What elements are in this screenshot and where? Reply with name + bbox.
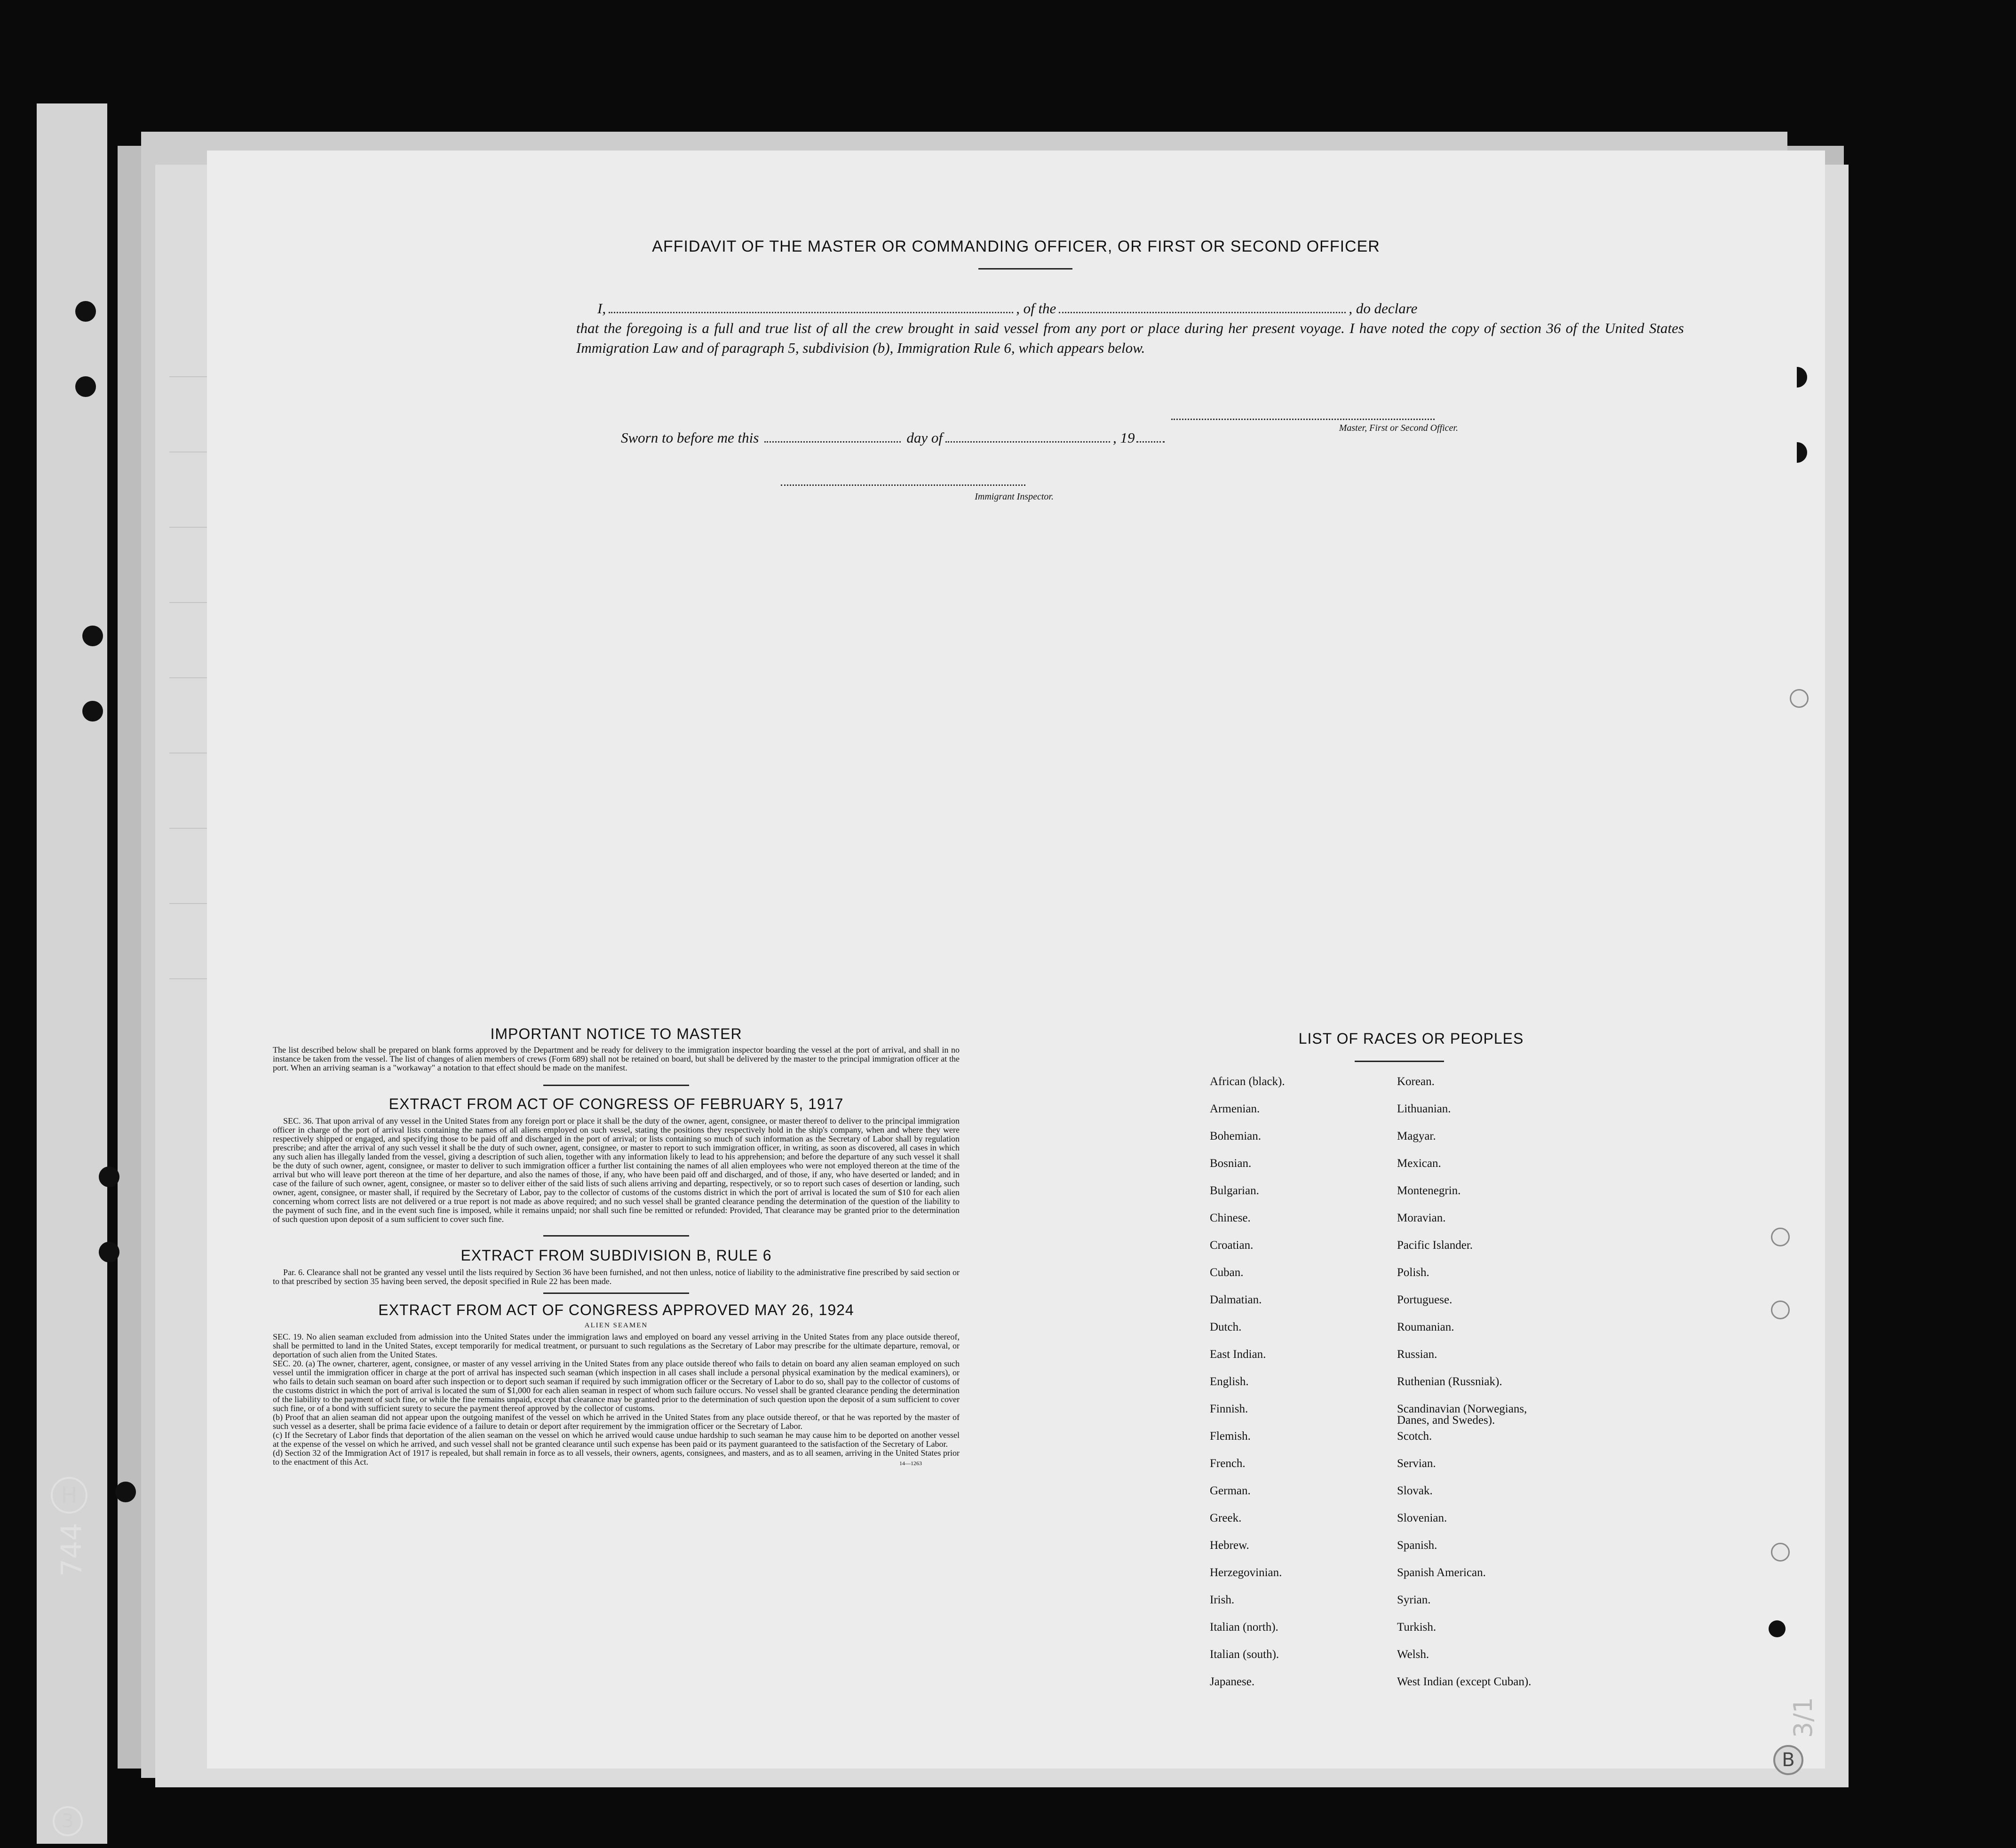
race-entry: Hebrew. <box>1210 1539 1249 1552</box>
affidavit-title: AFFIDAVIT OF THE MASTER OR COMMANDING OFFICER, OR FIRST OR SECOND OFFICER <box>652 238 1380 255</box>
race-entry: Portuguese. <box>1397 1293 1452 1306</box>
race-entry: Chinese. <box>1210 1212 1251 1224</box>
race-entry: Turkish. <box>1397 1621 1437 1634</box>
punch-hole <box>115 1482 136 1502</box>
affidavit-of-the: , of the <box>1016 300 1056 317</box>
affidavit-statement: that the foregoing is a full and true list of all the crew brought in said vessel from any port or place during her present voyage. I have noted the copy of section 36 of the United States Immigration Law and of paragraph 5, subdivision (b), Immigration Rule 6, which appears below. <box>576 320 1684 356</box>
day-of-label: day of <box>906 429 943 446</box>
race-entry: Lithuanian. <box>1397 1102 1451 1115</box>
section-divider <box>543 1293 689 1294</box>
race-entry: Magyar. <box>1397 1130 1436 1142</box>
sworn-day-field[interactable] <box>764 436 901 443</box>
race-entry: German. <box>1210 1484 1251 1497</box>
race-entry: Irish. <box>1210 1594 1235 1606</box>
race-entry: Moravian. <box>1397 1212 1446 1224</box>
sworn-month-field[interactable] <box>945 436 1110 443</box>
race-entry: Armenian. <box>1210 1102 1260 1115</box>
race-entry: Slovak. <box>1397 1484 1433 1497</box>
form-number: 14—1263 <box>899 1460 922 1467</box>
inspector-caption: Immigrant Inspector. <box>975 492 1054 502</box>
race-entry: Syrian. <box>1397 1594 1431 1606</box>
extract-1917-text: SEC. 36. That upon arrival of any vessel in the United States from any foreign port or place it shall be the duty of the owner, agent, consignee, or master thereof to deliver to the principal immigration officer in charge of the port of arrival lists containing the names of all aliens employed on such vessel, stating the positions they respectively hold in the ship's company, when and where they were respectively shipped or engaged, and specifying those to be paid off and discharged in the port of arrival; or lists containing so much of such information as the Secretary of Labor shall by regulation prescribe; and after the arrival of any such vessel it shall be the duty of such owner, agent, consignee, or master to report to such immigration officer, in writing, as soon as discovered, all cases in which any such alien has illegally landed from the vessel, giving a description of such alien, together with any information likely to lead to his apprehension; and before the departure of any such vessel it shall be the duty of such owner, agent, consignee, or master to deliver to such immigration officer a further list containing the names of all alien employees who were not employed thereon at the time of the arrival but who will leave port thereon at the time of her departure, and also the names of those, if any, who have been paid off and discharged, and of those, if any, who have deserted or landed; and in case of the failure of such owner, agent, consignee, or master so to deliver either of the said lists of such aliens arriving and departing, respectively, or so to report such cases of desertion or landing, such owner, agent, consignee, or master shall, if required by the Secretary of Labor, pay to the collector of customs of the customs district in which the port of arrival is located the sum of $10 for each alien concerning whom correct lists are not delivered or a true report is not made as above required; and no such vessel shall be granted clearance pending the determination of the question of the liability to the payment of such fine, and in the event such fine is imposed, while it remains unpaid; nor shall such fine be remitted or refunded: Provided, That clearance may be granted prior to the determination of such question upon deposit of a sum sufficient to cover such fine. <box>273 1116 960 1224</box>
grid-line <box>169 376 207 377</box>
section-divider <box>543 1085 689 1086</box>
races-title: LIST OF RACES OR PEOPLES <box>1298 1030 1524 1047</box>
race-entry: West Indian (except Cuban). <box>1397 1675 1532 1688</box>
punch-hole <box>1797 442 1807 463</box>
extract-rule6-text: Par. 6. Clearance shall not be granted any vessel until the lists required by Section 36 have been furnished, and not then unless, notice of liability to the administrative fine prescribed by said section or to that prescribed by section 35 having been served, the deposit specified in Rule 22 has been made. <box>273 1268 960 1286</box>
punch-hole-ring <box>1771 1543 1790 1562</box>
race-entry: French. <box>1210 1457 1246 1470</box>
section-divider <box>543 1235 689 1237</box>
race-entry: Montenegrin. <box>1397 1184 1461 1197</box>
race-entry: Scandinavian (Norwegians, Danes, and Swedes). <box>1397 1403 1527 1427</box>
race-entry: Herzegovinian. <box>1210 1566 1282 1579</box>
punch-hole <box>75 301 96 322</box>
race-entry: East Indian. <box>1210 1348 1266 1361</box>
legal-notices-column <box>273 1025 960 1467</box>
race-entry: Korean. <box>1397 1075 1435 1088</box>
race-entry: Slovenian. <box>1397 1512 1447 1524</box>
race-entry: Japanese. <box>1210 1675 1255 1688</box>
extract-1924-subtitle: ALIEN SEAMEN <box>584 1322 648 1329</box>
notice-text: The list described below shall be prepared on blank forms approved by the Department and be ready for delivery to the immigration inspector boarding the vessel at the port of arrival, and shall in no instance be taken from the vessel. The list of changes of alien members of crews (Form 689) shall not be retained on board, but shall be delivered by the master to the principal immigration officer at the port. When an arriving seaman is a "workaway" a notation to that effect should be made on the manifest. <box>273 1045 960 1072</box>
race-entry: Spanish. <box>1397 1539 1437 1552</box>
form-page <box>207 151 1825 1769</box>
race-entry: Italian (north). <box>1210 1621 1278 1634</box>
race-entry: Dalmatian. <box>1210 1293 1262 1306</box>
notice-title: IMPORTANT NOTICE TO MASTER <box>490 1025 742 1042</box>
race-entry: Russian. <box>1397 1348 1437 1361</box>
punch-hole <box>1797 367 1807 388</box>
extract-1917-title: EXTRACT FROM ACT OF CONGRESS OF FEBRUARY 5, 1917 <box>389 1095 844 1112</box>
punch-hole <box>99 1242 119 1262</box>
extract-1924-title: EXTRACT FROM ACT OF CONGRESS APPROVED MAY 26, 1924 <box>378 1301 854 1318</box>
grid-line <box>169 602 207 603</box>
race-entry: Italian (south). <box>1210 1648 1279 1661</box>
inspector-signature-field[interactable] <box>781 480 1025 486</box>
race-entry: Spanish American. <box>1397 1566 1486 1579</box>
punch-hole-ring <box>1771 1301 1790 1319</box>
extract-1924-text: SEC. 19. No alien seaman excluded from admission into the United States under the immigration laws and employed on board any vessel arriving in the United States from any place outside thereof, shall be permitted to land in the United States, except temporarily for medical treatment, or pursuant to such regulations as the Secretary of Labor may prescribe for the ultimate departure, removal, or deportation of such alien from the United States. SEC. 20. (a) The owner, charterer, agent, consignee, or master of any vessel arriving in the United States from any place outside thereof who fails to detain on board any alien seaman employed on such vessel until the immigration officer in charge at the port of arrival has inspected such seaman (which inspection in all cases shall include a personal physical examination by the medical examiners), or who fails to detain such seaman on board after such inspection or to deport such seaman if required by such immigration officer or the Secretary of Labor to do so, shall pay to the collector of customs of the customs district in which the port of arrival is located the sum of $1,000 for each alien seaman in respect of whom such failure occurs. No vessel shall be granted clearance pending the determination of the liability to the payment of such fine, or while the fine remains unpaid, except that clearance may be granted prior to the determination of such question upon the deposit of a sum sufficient to cover such fine, or of a bond with sufficient surety to secure the payment thereof approved by the collector of customs. (b) Proof that an alien seaman did not appear upon the outgoing manifest of the vessel on which he arrived in the United States from any place outside thereof, or that he was reported by the master of such vessel as a deserter, shall be prima facie evidence of a failure to detain or deport after requirement by the immigration officer or the Secretary of Labor. (c) If the Secretary of Labor finds that deportation of the alien seaman on the vessel on which he arrived would cause undue hardship to such seaman he may cause him to be deported on another vessel at the expense of the vessel on which he arrived, and such vessel shall not be granted clearance until such expense has been paid or its payment guaranteed to the satisfaction of the Secretary of Labor. (d) Section 32 of the Immigration Act of 1917 is repealed, but shall remain in force as to all vessels, their owners, agents, consignees, and masters, and as to all seamen, arriving in the United States prior to the enactment of this Act. <box>273 1332 960 1467</box>
grid-line <box>169 677 207 678</box>
race-entry: Bohemian. <box>1210 1130 1262 1142</box>
grid-line <box>169 978 207 979</box>
handwritten-circled-letter-right: B <box>1773 1745 1803 1775</box>
year-label: , 19 <box>1112 429 1135 446</box>
race-entry: Servian. <box>1397 1457 1436 1470</box>
left-binding-strip <box>37 103 107 1844</box>
race-entry: Finnish. <box>1210 1403 1248 1415</box>
sworn-label: Sworn to before me this <box>621 429 759 446</box>
race-entry: Flemish. <box>1210 1430 1251 1443</box>
title-divider <box>978 268 1072 270</box>
race-entry: Bosnian. <box>1210 1157 1252 1170</box>
races-column-1 <box>1210 1076 1389 1735</box>
punch-hole-ring <box>1790 689 1809 708</box>
affidavit-declaration-line <box>576 299 1684 318</box>
race-entry: Welsh. <box>1397 1648 1429 1661</box>
race-entry: African (black). <box>1210 1075 1285 1088</box>
affidavit-declare: , do declare <box>1349 300 1418 317</box>
race-entry: Pacific Islander. <box>1397 1239 1473 1252</box>
grid-line <box>169 828 207 829</box>
punch-hole <box>75 376 96 397</box>
race-entry: Croatian. <box>1210 1239 1254 1252</box>
race-entry: English. <box>1210 1375 1249 1388</box>
master-signature-field[interactable] <box>1171 414 1435 420</box>
punch-hole <box>1769 1620 1786 1637</box>
vessel-name-field[interactable] <box>1059 307 1346 313</box>
race-entry: Mexican. <box>1397 1157 1441 1170</box>
handwritten-right-note: 3/1 <box>1788 1697 1818 1738</box>
punch-hole <box>82 701 103 722</box>
affidavit-section <box>207 238 1825 256</box>
extract-rule6-title: EXTRACT FROM SUBDIVISION B, RULE 6 <box>460 1247 772 1264</box>
master-caption: Master, First or Second Officer. <box>1339 423 1458 433</box>
master-name-field[interactable] <box>609 307 1013 313</box>
punch-hole <box>82 626 103 646</box>
handwritten-circled-number: 3 <box>53 1806 83 1836</box>
grid-line <box>169 903 207 904</box>
races-column-2 <box>1397 1076 1595 1735</box>
races-divider <box>1355 1061 1444 1062</box>
punch-hole <box>99 1166 119 1187</box>
handwritten-circled-letter: H <box>51 1477 87 1514</box>
race-entry: Scotch. <box>1397 1430 1432 1443</box>
inspector-signature-block <box>781 480 1054 502</box>
affidavit-i: I, <box>597 300 606 317</box>
grid-line <box>169 527 207 528</box>
sworn-line <box>621 428 1167 448</box>
handwritten-margin-number: 744 <box>55 1523 88 1577</box>
sworn-year-field[interactable] <box>1136 436 1165 443</box>
races-section <box>1167 1030 1656 1047</box>
master-signature-block <box>1171 414 1458 434</box>
punch-hole-ring <box>1771 1228 1790 1246</box>
race-entry: Ruthenian (Russniak). <box>1397 1375 1502 1388</box>
race-entry: Bulgarian. <box>1210 1184 1259 1197</box>
race-entry: Cuban. <box>1210 1266 1244 1279</box>
race-entry: Roumanian. <box>1397 1321 1454 1333</box>
race-entry: Greek. <box>1210 1512 1242 1524</box>
race-entry: Dutch. <box>1210 1321 1242 1333</box>
race-entry: Polish. <box>1397 1266 1429 1279</box>
affidavit-body <box>576 299 1684 358</box>
